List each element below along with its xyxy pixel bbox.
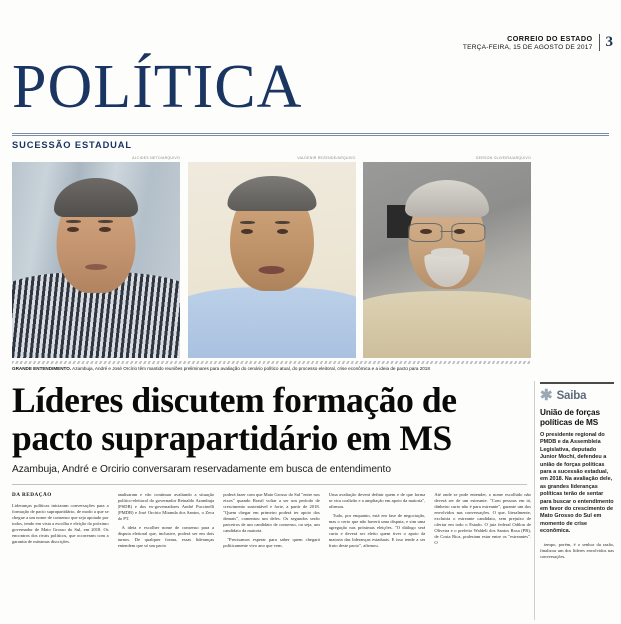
paragraph: tempo, porém, é o senhor da razão, finalizou um dos líderes envolvidos nas conversações. <box>540 541 614 559</box>
caption-rule <box>12 361 531 364</box>
saiba-header <box>540 387 614 404</box>
article-column-1 <box>12 492 109 620</box>
page-number: 3 <box>605 34 613 50</box>
paragraph: A ideia e escolher nome de consenso para a disputa eleitoral que, inclusive, poderá ser em dois turnos. De qualquer forma, essas lideranças entendem que só um pacto <box>117 525 215 549</box>
portrait-photo-orcirio <box>363 162 531 358</box>
portrait-photo-azambuja <box>12 162 180 358</box>
newspaper-name: CORREIO DO ESTADO <box>507 34 593 43</box>
asterisk-icon: ✱ <box>540 387 553 404</box>
article-column-3 <box>223 492 320 620</box>
paragraph: analisaram e vão continuar avaliando a situação político-eleitoral do governador Reinaldo Azambuja (PSDB) e dos ex-governadores André Puccinelli (PMDB) e José Orcírio Miranda dos Santos, o Zeca do PT. <box>117 492 215 522</box>
photo-strip <box>12 156 531 358</box>
subhead-rule <box>12 484 527 485</box>
kicker-rule-bottom <box>12 135 609 136</box>
paragraph: Uma avaliação deverá definir quem e de que forma se vira coalizão e a ampliação em apoio da maioria", afirmou. <box>328 492 426 510</box>
masthead <box>463 34 613 52</box>
saiba-tail <box>540 542 614 560</box>
caption-lead: GRANDE ENTENDIMENTO. <box>12 366 72 371</box>
paragraph: "Precisamos esperar para saber quem chegará politicamente vivo ano que vem. <box>223 537 320 549</box>
masthead-text <box>463 34 599 52</box>
article-subhead: Azambuja, André e Orcirio conversaram reservadamente em busca de entendimento <box>12 464 391 475</box>
saiba-rule <box>540 382 614 384</box>
portrait-photo-puccinelli <box>188 162 356 358</box>
headline-line-2: pacto suprapartidário em MS <box>12 418 452 458</box>
photo-credit: ALCIDES NETO/ARQUIVO <box>132 156 180 160</box>
paragraph: Tudo, por enquanto, está em fase de negociação, mas o certo que não haverá uma disputa, e sim uma agregação nas próximas eleições. "O diálogo será curto e deverá ser eleito quem tiver o apoio da maioria das lideranças estaduais. E isso tende a ser fruto deste pacto", afirmou. <box>328 513 426 549</box>
kicker-block <box>12 133 609 150</box>
article-column-4 <box>329 492 426 620</box>
saiba-title: União de forças políticas de MS <box>540 408 600 427</box>
paragraph: Até onde se pode entender, o nome escolhido não deverá ser de um estreante. "Com pessoas em tá, dinheiro curto não é para estreante", garante um dos envolvidos nas conversações. O que, literalmente, excluiria o estreante candidato, sem prejuízo de ofertar em todo o Estado. O juiz federal Odilon de Oliveira e o prefeito Waldeli dos Santos Rosa (PR), de Costa Rica, poderiam estar entre os "estreantes". O <box>434 492 531 546</box>
page-title <box>12 381 527 457</box>
photo-cell-azambuja <box>12 156 180 358</box>
article-body <box>12 492 531 620</box>
section-title: POLÍTICA <box>12 53 303 121</box>
kicker-rule-top <box>12 133 609 134</box>
paragraph: poderá fazer com que Mato Grosso do Sul "entre nos eixos" quando Brasil voltar a ser um período de crescimento sustentável e forte, a partir de 2018. "Quem chegar em primeiro poderá ter apoio dos demais", comentou um deles. Os segundos serão parceiros de um candidato de consenso, ou seja, um candidato da maioria. <box>223 492 320 534</box>
photo-credit: GERSON OLIVEIRA/ARQUIVO <box>475 156 531 160</box>
paragraph: Lideranças políticas iniciaram conversações para a formação de pacto suprapartidário, de modo a que se chegue a um nome de consenso que seja apoiado por todos, tendo em vista a escolha e eleição do próximo governador de Mato Grosso do Sul, em 2018. Os encontros dos rivais políticos, que ocorreram com a garantia de máximas discrições. <box>12 503 109 545</box>
issue-date: TERÇA-FEIRA, 15 DE AGOSTO DE 2017 <box>462 44 593 51</box>
byline: DA REDAÇÃO <box>12 492 52 498</box>
headline-line-1: Líderes discutem formação de <box>12 380 457 420</box>
sidebar-divider <box>534 381 535 620</box>
photo-caption <box>12 366 531 372</box>
photo-credit: VALDENIR REZENDE/ARQUIVO <box>297 156 356 160</box>
masthead-divider <box>599 34 600 51</box>
saiba-label: Saiba <box>556 390 587 402</box>
photo-cell-puccinelli <box>188 156 356 358</box>
photo-cell-orcirio <box>363 156 531 358</box>
section-kicker: SUCESSÃO ESTADUAL <box>12 140 132 150</box>
article-column-5 <box>434 492 531 620</box>
saiba-body: O presidente regional do PMDB e da Assembleia Legislativa, deputado Junior Mochi, defendeu a união de forças políticas para a sucessão estadual, em 2018. Na avaliação dele, as grandes lideranças políticas terão de sentar para buscar o entendimento em favor do crescimento de Mato Grosso do Sul em momento de crise econômica. <box>540 432 614 535</box>
article-column-2 <box>118 492 215 620</box>
saiba-box <box>540 382 614 563</box>
caption-text: Azambuja, André e José Orcírio têm mantido reuniões preliminares para avaliação do cenário político atual, do processo eleitoral, crise econômica e a ideia de pacto para 2018 <box>71 366 430 371</box>
